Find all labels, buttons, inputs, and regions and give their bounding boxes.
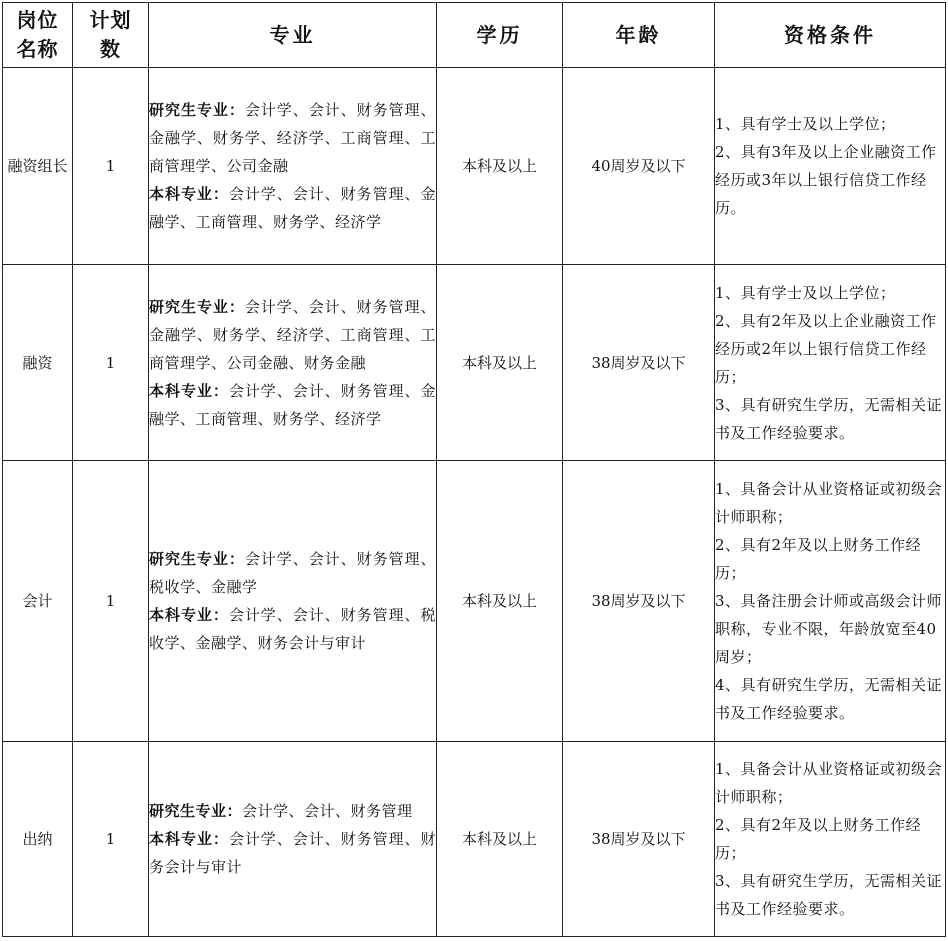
- age-limit: 38周岁及以下: [563, 742, 715, 937]
- table-row: [3, 265, 946, 461]
- ug-major-list: 会计学、会计、财务管理、税收学、金融学、财务会计与审计: [149, 606, 436, 652]
- plan-count: 1: [73, 68, 149, 265]
- qualification-cell: [715, 265, 946, 461]
- major-cell: [149, 742, 437, 937]
- table-row: [3, 68, 946, 265]
- header-major: 专业: [149, 3, 437, 68]
- recruitment-table: [2, 2, 946, 937]
- position-name: 融资: [3, 265, 73, 461]
- major-cell: [149, 461, 437, 742]
- qualification-item: 2、具有2年及以上财务工作经历；: [715, 536, 922, 582]
- age-limit: 40周岁及以下: [563, 68, 715, 265]
- ug-major-label: 本科专业：: [149, 830, 229, 848]
- table-body: [3, 68, 946, 937]
- qualification-item: 2、具有3年及以上企业融资工作经历或3年以上银行信贷工作经历。: [715, 143, 937, 217]
- position-name: 出纳: [3, 742, 73, 937]
- qualification-item: 3、具有研究生学历，无需相关证书及工作经验要求。: [715, 395, 943, 442]
- grad-major-label: 研究生专业：: [149, 802, 243, 820]
- grad-major-label: 研究生专业：: [149, 101, 245, 119]
- ug-major-list: 会计学、会计、财务管理、金融学、工商管理、财务学、经济学: [149, 381, 436, 428]
- table-row: [3, 742, 946, 937]
- qualification-cell: [715, 68, 946, 265]
- qualification-item: 1、具备会计从业资格证或初级会计师职称；: [715, 480, 943, 526]
- header-age: 年龄: [563, 3, 715, 68]
- major-cell: [149, 265, 437, 461]
- major-cell: [149, 68, 437, 265]
- education-level: 本科及以上: [437, 461, 563, 742]
- grad-major-label: 研究生专业：: [149, 550, 245, 568]
- grad-major-list: 会计学、会计、财务管理、金融学、财务学、经济学、工商管理、工商管理学、公司金融: [149, 101, 436, 175]
- education-level: 本科及以上: [437, 68, 563, 265]
- grad-major-label: 研究生专业：: [149, 297, 245, 316]
- grad-major-list: 会计学、会计、财务管理、税收学、金融学: [149, 550, 436, 596]
- plan-count: 1: [73, 461, 149, 742]
- header-count: 计划数: [73, 3, 149, 68]
- ug-major-list: 会计学、会计、财务管理、金融学、工商管理、财务学、经济学: [149, 185, 436, 231]
- ug-major-label: 本科专业：: [149, 381, 229, 400]
- table-header: [3, 3, 946, 68]
- grad-major-list: 会计学、会计、财务管理: [242, 802, 413, 820]
- education-level: 本科及以上: [437, 265, 563, 461]
- ug-major-list: 会计学、会计、财务管理、财务会计与审计: [149, 830, 436, 876]
- position-name: 会计: [3, 461, 73, 742]
- education-level: 本科及以上: [437, 742, 563, 937]
- age-limit: 38周岁及以下: [563, 461, 715, 742]
- qualification-item: 2、具有2年及以上企业融资工作经历或2年以上银行信贷工作经历；: [715, 311, 937, 386]
- qualification-item: 4、具有研究生学历，无需相关证书及工作经验要求。: [715, 676, 943, 722]
- qualification-item: 3、具有研究生学历，无需相关证书及工作经验要求。: [715, 872, 943, 918]
- header-qualification: 资格条件: [715, 3, 946, 68]
- header-position: 岗位名称: [3, 3, 73, 68]
- age-limit: 38周岁及以下: [563, 265, 715, 461]
- ug-major-label: 本科专业：: [149, 185, 229, 203]
- qualification-item: 2、具有2年及以上财务工作经历；: [715, 816, 922, 862]
- plan-count: 1: [73, 742, 149, 937]
- qualification-item: 3、具备注册会计师或高级会计师职称，专业不限，年龄放宽至40周岁；: [715, 592, 943, 666]
- qualification-cell: [715, 742, 946, 937]
- header-row: [3, 3, 946, 68]
- qualification-item: 1、具有学士及以上学位；: [715, 115, 896, 133]
- qualification-cell: [715, 461, 946, 742]
- plan-count: 1: [73, 265, 149, 461]
- header-education: 学历: [437, 3, 563, 68]
- ug-major-label: 本科专业：: [149, 606, 229, 624]
- qualification-item: 1、具备会计从业资格证或初级会计师职称；: [715, 760, 943, 806]
- table-row: [3, 461, 946, 742]
- position-name: 融资组长: [3, 68, 73, 265]
- qualification-item: 1、具有学士及以上学位；: [715, 283, 896, 302]
- grad-major-list: 会计学、会计、财务管理、金融学、财务学、经济学、工商管理、工商管理学、公司金融、财务金融: [149, 297, 436, 372]
